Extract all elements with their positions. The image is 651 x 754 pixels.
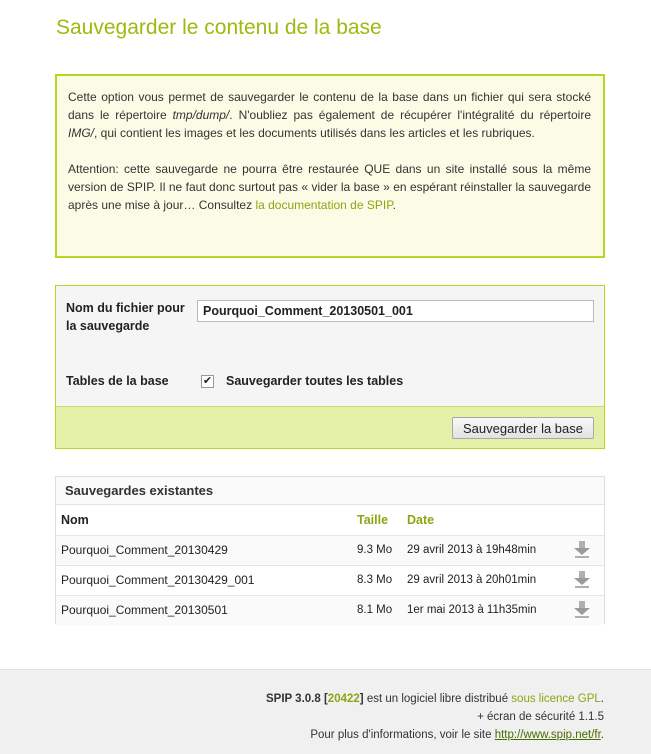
backup-form [55, 285, 605, 449]
backups-table [56, 505, 604, 625]
security-screen-version: + écran de sécurité 1.1.5 [477, 711, 604, 723]
backup-date: 29 avril 2013 à 19h48min [402, 535, 568, 565]
footer-text: ] [359, 693, 364, 705]
filename-input[interactable] [197, 300, 594, 322]
notice-text: Attention: cette sauvegarde ne pourra être restaurée QUE dans un site installé sous la même version de SPIP. Il ne faut donc surtout pas « vider la base » en espérant réinstaller la sauvegarde après une mise à jour… Consultez [68, 162, 591, 212]
table-row [56, 535, 604, 565]
column-header-name[interactable]: Nom [61, 512, 89, 527]
backup-name: Pourquoi_Comment_20130429 [56, 535, 352, 565]
checkmark-icon: ✔ [202, 375, 213, 387]
existing-backups-title: Sauvegardes existantes [56, 477, 604, 505]
backup-name: Pourquoi_Comment_20130429_001 [56, 565, 352, 595]
footer-line-1 [266, 690, 604, 708]
table-row [56, 595, 604, 625]
table-header-row [56, 505, 604, 535]
notice-text: , qui contient les images et les documents utilisés dans les articles et les rubriques. [94, 126, 535, 140]
footer-text: Pour plus d'informations, voir le site [310, 729, 495, 741]
gpl-licence-link[interactable]: sous licence GPL [511, 693, 601, 705]
filename-row [66, 299, 186, 335]
footer-text: . [600, 693, 604, 705]
backup-date: 29 avril 2013 à 20h01min [402, 565, 568, 595]
download-arrow-icon[interactable] [573, 540, 591, 558]
footer-credits [266, 690, 604, 744]
download-cell [568, 565, 604, 595]
footer-text: . [600, 729, 604, 741]
column-header-size[interactable]: Taille [357, 512, 389, 527]
page-title: Sauvegarder le contenu de la base [56, 16, 382, 39]
notice-text: . N'oubliez pas également de récupérer l'intégralité du répertoire [229, 108, 591, 122]
download-arrow-icon[interactable] [573, 600, 591, 618]
backup-size: 8.3 Mo [352, 565, 402, 595]
download-cell [568, 535, 604, 565]
all-tables-checkbox-label[interactable]: Sauvegarder toutes les tables [226, 374, 404, 388]
backup-date: 1er mai 2013 à 11h35min [402, 595, 568, 625]
all-tables-checkbox[interactable] [201, 375, 214, 388]
dump-directory: tmp/dump/ [172, 108, 230, 122]
save-database-button[interactable]: Sauvegarder la base [452, 417, 594, 439]
download-cell [568, 595, 604, 625]
footer-text: est un logiciel libre distribué [363, 693, 512, 705]
tables-row [66, 372, 186, 390]
revision-link[interactable]: 20422 [327, 693, 360, 705]
spip-site-link[interactable]: http://www.spip.net/fr [494, 729, 601, 741]
notice-paragraph-2 [68, 160, 591, 214]
existing-backups-panel [55, 476, 605, 624]
table-row [56, 565, 604, 595]
column-header-action [568, 505, 604, 535]
img-directory: IMG/ [68, 126, 94, 140]
form-actions [56, 406, 604, 448]
footer-line-3 [266, 726, 604, 744]
column-header-date[interactable]: Date [407, 512, 435, 527]
backup-name: Pourquoi_Comment_20130501 [56, 595, 352, 625]
backup-size: 9.3 Mo [352, 535, 402, 565]
tables-label: Tables de la base [66, 374, 169, 388]
page-footer [0, 669, 651, 754]
notice-paragraph-1 [68, 88, 591, 142]
backup-size: 8.1 Mo [352, 595, 402, 625]
spip-version: SPIP 3.0.8 [265, 693, 321, 705]
download-arrow-icon[interactable] [573, 570, 591, 588]
spip-documentation-link[interactable]: la documentation de SPIP [255, 198, 393, 212]
footer-text: [ [320, 693, 328, 705]
backup-notice [55, 74, 605, 258]
notice-text: . [392, 198, 396, 212]
filename-label: Nom du fichier pour la sauvegarde [66, 301, 185, 333]
notice-text: Cette option vous permet de sauvegarder le contenu de la base dans un fichier qui sera stocké dans le répertoire [68, 90, 591, 122]
